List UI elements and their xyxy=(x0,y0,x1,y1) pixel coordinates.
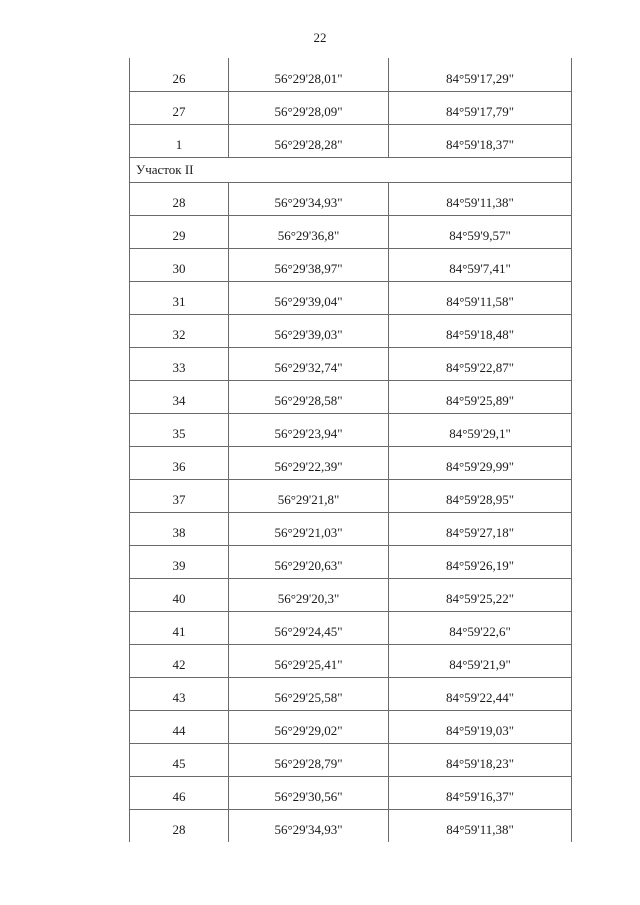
longitude-cell: 84°59'22,44" xyxy=(389,677,572,710)
latitude-cell: 56°29'36,8" xyxy=(229,215,389,248)
section-row xyxy=(130,157,572,182)
latitude-cell: 56°29'38,97" xyxy=(229,248,389,281)
longitude-cell: 84°59'22,87" xyxy=(389,347,572,380)
point-number-cell: 43 xyxy=(130,677,229,710)
latitude-cell: 56°29'23,94" xyxy=(229,413,389,446)
longitude-cell: 84°59'9,57" xyxy=(389,215,572,248)
table-row xyxy=(130,314,572,347)
longitude-cell: 84°59'17,29" xyxy=(389,58,572,91)
longitude-cell: 84°59'7,41" xyxy=(389,248,572,281)
point-number-cell: 39 xyxy=(130,545,229,578)
point-number-cell: 37 xyxy=(130,479,229,512)
point-number-cell: 29 xyxy=(130,215,229,248)
latitude-cell: 56°29'39,04" xyxy=(229,281,389,314)
latitude-cell: 56°29'32,74" xyxy=(229,347,389,380)
latitude-cell: 56°29'22,39" xyxy=(229,446,389,479)
table-row xyxy=(130,545,572,578)
latitude-cell: 56°29'28,79" xyxy=(229,743,389,776)
table-row xyxy=(130,677,572,710)
longitude-cell: 84°59'17,79" xyxy=(389,91,572,124)
longitude-cell: 84°59'25,22" xyxy=(389,578,572,611)
point-number-cell: 28 xyxy=(130,809,229,842)
latitude-cell: 56°29'28,58" xyxy=(229,380,389,413)
longitude-cell: 84°59'22,6" xyxy=(389,611,572,644)
table-row xyxy=(130,58,572,91)
table-row xyxy=(130,124,572,157)
latitude-cell: 56°29'24,45" xyxy=(229,611,389,644)
longitude-cell: 84°59'18,48" xyxy=(389,314,572,347)
table-row xyxy=(130,743,572,776)
point-number-cell: 31 xyxy=(130,281,229,314)
longitude-cell: 84°59'25,89" xyxy=(389,380,572,413)
latitude-cell: 56°29'34,93" xyxy=(229,809,389,842)
point-number-cell: 30 xyxy=(130,248,229,281)
point-number-cell: 45 xyxy=(130,743,229,776)
table-row xyxy=(130,479,572,512)
table-row xyxy=(130,380,572,413)
table-row xyxy=(130,446,572,479)
longitude-cell: 84°59'18,23" xyxy=(389,743,572,776)
longitude-cell: 84°59'19,03" xyxy=(389,710,572,743)
table-row xyxy=(130,809,572,842)
point-number-cell: 28 xyxy=(130,182,229,215)
longitude-cell: 84°59'27,18" xyxy=(389,512,572,545)
latitude-cell: 56°29'29,02" xyxy=(229,710,389,743)
point-number-cell: 38 xyxy=(130,512,229,545)
latitude-cell: 56°29'30,56" xyxy=(229,776,389,809)
latitude-cell: 56°29'28,28" xyxy=(229,124,389,157)
longitude-cell: 84°59'21,9" xyxy=(389,644,572,677)
table-row xyxy=(130,710,572,743)
table-row xyxy=(130,91,572,124)
table-row xyxy=(130,578,572,611)
latitude-cell: 56°29'28,09" xyxy=(229,91,389,124)
point-number-cell: 46 xyxy=(130,776,229,809)
latitude-cell: 56°29'20,3" xyxy=(229,578,389,611)
longitude-cell: 84°59'28,95" xyxy=(389,479,572,512)
table-row xyxy=(130,776,572,809)
latitude-cell: 56°29'21,8" xyxy=(229,479,389,512)
longitude-cell: 84°59'29,99" xyxy=(389,446,572,479)
point-number-cell: 26 xyxy=(130,58,229,91)
coordinates-table xyxy=(129,58,572,842)
table-row xyxy=(130,611,572,644)
table-row xyxy=(130,347,572,380)
point-number-cell: 27 xyxy=(130,91,229,124)
point-number-cell: 41 xyxy=(130,611,229,644)
latitude-cell: 56°29'20,63" xyxy=(229,545,389,578)
longitude-cell: 84°59'26,19" xyxy=(389,545,572,578)
longitude-cell: 84°59'11,58" xyxy=(389,281,572,314)
longitude-cell: 84°59'18,37" xyxy=(389,124,572,157)
longitude-cell: 84°59'11,38" xyxy=(389,809,572,842)
section-label: Участок II xyxy=(130,157,572,182)
longitude-cell: 84°59'16,37" xyxy=(389,776,572,809)
point-number-cell: 36 xyxy=(130,446,229,479)
table-row xyxy=(130,281,572,314)
page-number: 22 xyxy=(313,30,327,45)
table-row xyxy=(130,413,572,446)
point-number-cell: 44 xyxy=(130,710,229,743)
table-row xyxy=(130,248,572,281)
table-row xyxy=(130,644,572,677)
table-row xyxy=(130,215,572,248)
latitude-cell: 56°29'28,01" xyxy=(229,58,389,91)
longitude-cell: 84°59'11,38" xyxy=(389,182,572,215)
point-number-cell: 35 xyxy=(130,413,229,446)
point-number-cell: 40 xyxy=(130,578,229,611)
latitude-cell: 56°29'25,41" xyxy=(229,644,389,677)
point-number-cell: 33 xyxy=(130,347,229,380)
point-number-cell: 32 xyxy=(130,314,229,347)
latitude-cell: 56°29'21,03" xyxy=(229,512,389,545)
latitude-cell: 56°29'34,93" xyxy=(229,182,389,215)
point-number-cell: 1 xyxy=(130,124,229,157)
point-number-cell: 34 xyxy=(130,380,229,413)
table-row xyxy=(130,512,572,545)
latitude-cell: 56°29'25,58" xyxy=(229,677,389,710)
point-number-cell: 42 xyxy=(130,644,229,677)
latitude-cell: 56°29'39,03" xyxy=(229,314,389,347)
coordinates-table-body xyxy=(130,58,572,842)
table-row xyxy=(130,182,572,215)
longitude-cell: 84°59'29,1" xyxy=(389,413,572,446)
